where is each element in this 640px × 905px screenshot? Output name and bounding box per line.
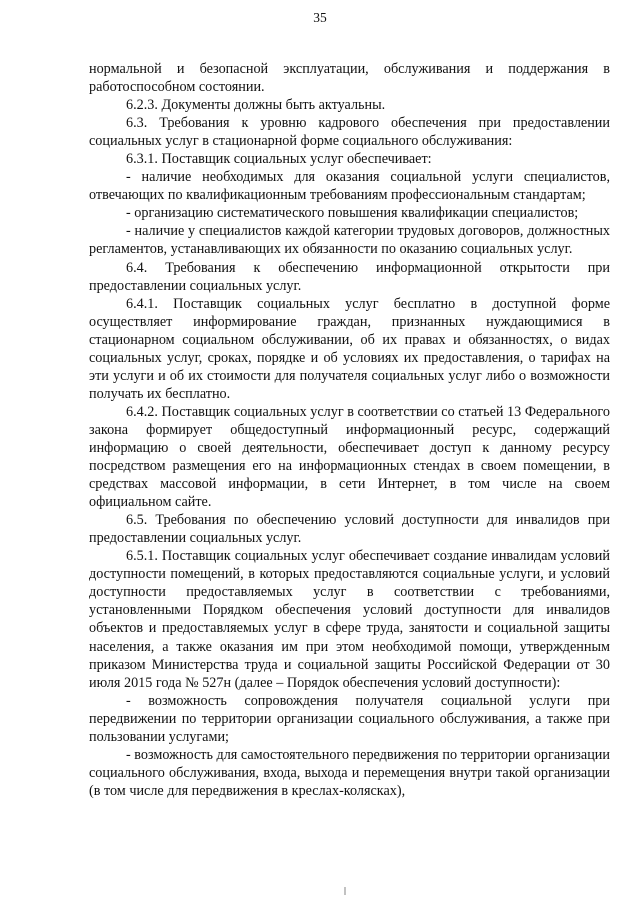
list-item-specialists: - наличие необходимых для оказания социальной услуги специалистов, отвечающих по квалификационным требованиям профессиональным стандартам; [89,169,610,204]
list-item-contracts: - наличие у специалистов каждой категории трудовых договоров, должностных регламентов, устанавливающих их обязанности по оказанию социальных услуг. [89,223,610,258]
list-item-escort: - возможность сопровождения получателя социальной услуги при передвижении по территории организации социального обслуживания, а также при пользовании услугами; [89,692,610,745]
paragraph-6-4-2: 6.4.2. Поставщик социальных услуг в соответствии со статьей 13 Федерального закона формирует общедоступный информационный ресурс, содержащий информацию о своей деятельности, обеспечивает доступ к данному ресурсу посредством размещения его на информационных стендах в своем помещении, в средствах массовой информации, в сети Интернет, в том числе на своем официальном сайте. [89,403,610,511]
list-item-qualification: - организацию систематического повышения квалификации специалистов; [126,205,579,222]
paragraph-6-3-1: 6.3.1. Поставщик социальных услуг обеспечивает: [126,151,432,168]
paragraph-6-2-3: 6.2.3. Документы должны быть актуальны. [126,97,386,114]
list-item-self-movement: - возможность для самостоятельного передвижения по территории организации социального обслуживания, входа, выхода и перемещения внутри такой организации (в том числе для передвижения в креслах-колясках), [89,746,610,799]
paragraph-6-4: 6.4. Требования к обеспечению информационной открытости при предоставлении социальных услуг. [89,259,610,294]
paragraph-6-5: 6.5. Требования по обеспечению условий доступности для инвалидов при предоставлении социальных услуг. [89,512,610,547]
paragraph-6-5-1: 6.5.1. Поставщик социальных услуг обеспечивает создание инвалидам условий доступности помещений, в которых предоставляются социальные услуги, и условий доступности предоставляемых услуг в соответствии с требованиями, установленными Порядком обеспечения условий доступности для инвалидов объектов и предоставляемых услуг в сфере труда, занятости и социальной защиты населения, а также оказания им при этом необходимой помощи, утвержденным приказом Министерства труда и социальной защиты Российской Федерации от 30 июля 2015 года № 527н (далее – Порядок обеспечения условий доступности): [89,548,610,691]
page-number: 35 [313,10,327,25]
paragraph-6-3: 6.3. Требования к уровню кадрового обеспечения при предоставлении социальных услуг в стационарной форме социального обслуживания: [89,115,610,150]
body-text [89,60,610,800]
scan-speck [344,887,346,895]
paragraph-6-4-1: 6.4.1. Поставщик социальных услуг бесплатно в доступной форме осуществляет информирование граждан, признанных нуждающимися в стационарном социальном обслуживании, об их правах и обязанностях, о видах социальных услуг, сроках, порядке и об условиях их предоставления, о тарифах на эти услуги и об их стоимости для получателя социальных услуг либо о возможности получать их бесплатно. [89,295,610,402]
paragraph-continuation: нормальной и безопасной эксплуатации, обслуживания и поддержания в работоспособном состоянии. [89,61,610,96]
